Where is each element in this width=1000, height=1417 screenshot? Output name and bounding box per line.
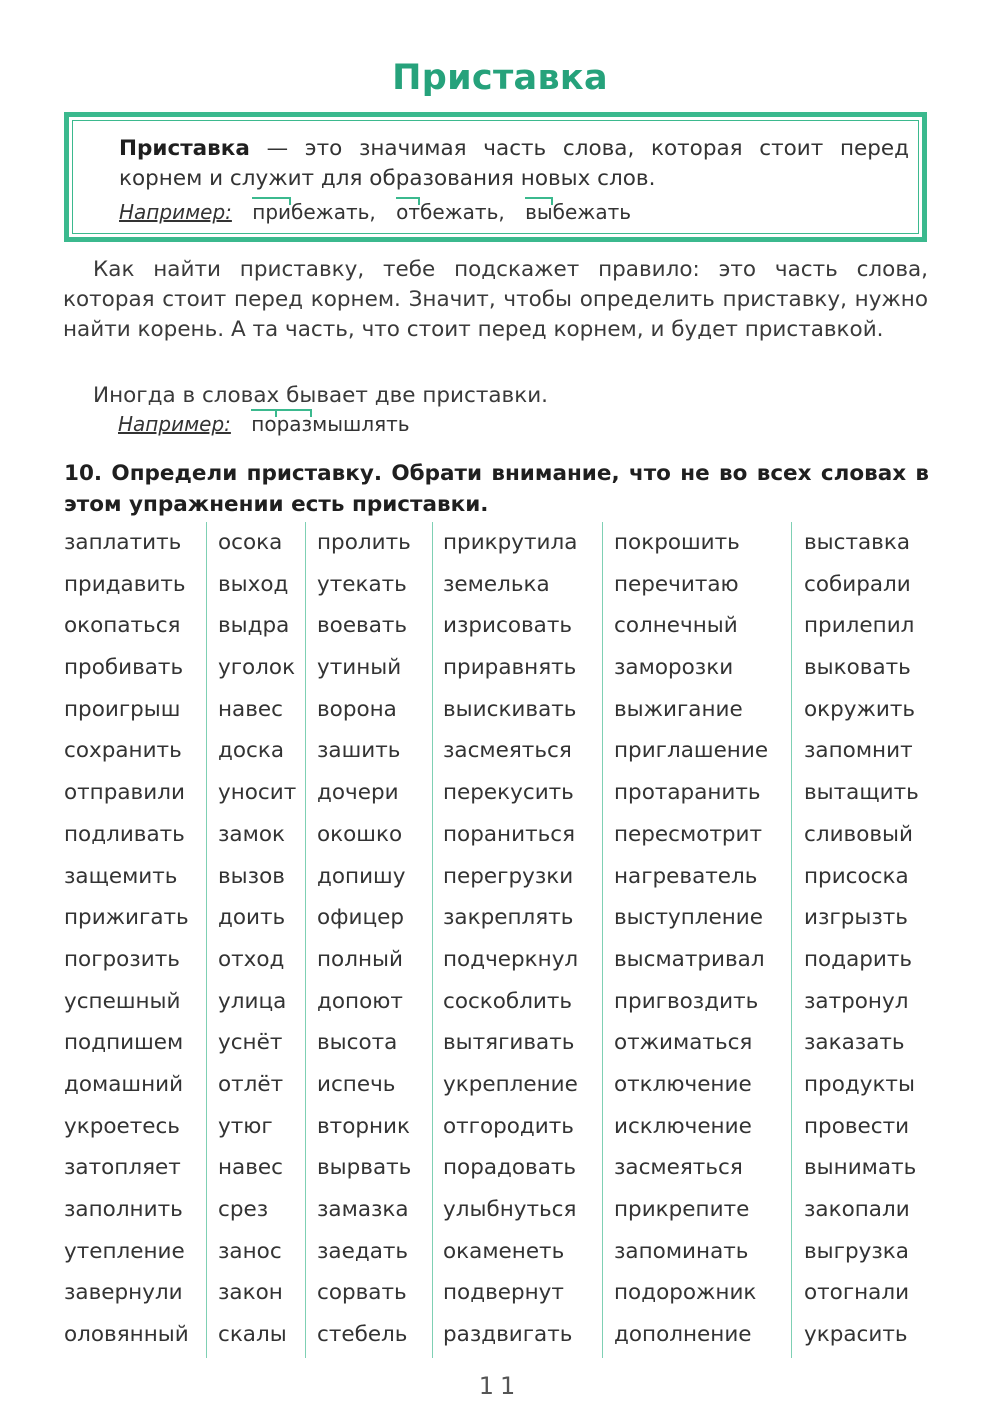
word-cell: прикрутила xyxy=(443,530,578,555)
example-word: отбежать, xyxy=(396,200,505,224)
example2-line xyxy=(118,412,410,436)
word-cell: закон xyxy=(218,1280,283,1306)
column-divider xyxy=(432,522,433,1358)
word-cell: пораниться xyxy=(443,821,576,847)
example-label: Например: xyxy=(119,200,232,224)
word-cell: утиный xyxy=(317,655,402,681)
word-cell: утепление xyxy=(64,1238,185,1264)
word-cell: заедать xyxy=(317,1238,409,1264)
word-cell: окошко xyxy=(317,821,403,847)
word-cell: высота xyxy=(317,1030,398,1056)
word-cell: изрисовать xyxy=(443,613,573,639)
word-cell: пролить xyxy=(317,530,411,555)
two-prefixes-note: Иногда в словах бывает две приставки. xyxy=(93,383,549,408)
word-cell: прикрепите xyxy=(614,1197,750,1222)
word-cell: запоминать xyxy=(614,1238,749,1264)
word-cell: ворона xyxy=(317,696,397,722)
word-cell: погрозить xyxy=(64,946,180,972)
word-cell: засмеяться xyxy=(614,1155,743,1181)
word-cell: навес xyxy=(218,1155,283,1181)
word-cell: подчеркнул xyxy=(443,946,579,972)
rule-example-line xyxy=(119,200,645,224)
word-cell: украсить xyxy=(804,1322,908,1348)
prefix-mark: по xyxy=(251,412,277,436)
word-cell: сохранить xyxy=(64,738,182,764)
word-cell: занос xyxy=(218,1238,282,1264)
word-cell: дополнение xyxy=(614,1322,752,1348)
word-cell: навес xyxy=(218,696,283,722)
word-cell: закреплять xyxy=(443,905,574,931)
word-cell: нагреватель xyxy=(614,863,758,889)
word-cell: подпишем xyxy=(64,1030,184,1056)
word-cell: выискивать xyxy=(443,696,577,722)
word-cell: порадовать xyxy=(443,1155,577,1181)
word-cell: доска xyxy=(218,738,285,764)
word-cell: пересмотрит xyxy=(614,821,763,847)
word-cell: вытягивать xyxy=(443,1030,575,1056)
rule-term: Приставка xyxy=(119,136,250,161)
word-cell: придавить xyxy=(64,571,186,597)
word-cell: отлёт xyxy=(218,1071,284,1097)
word-cell: земелька xyxy=(443,571,550,597)
word-cell: вырвать xyxy=(317,1155,412,1181)
word-cell: пригвоздить xyxy=(614,988,759,1014)
prefix-mark: от xyxy=(396,200,420,224)
prefix-mark: при xyxy=(252,200,292,224)
word-cell: стебель xyxy=(317,1322,408,1348)
word-cell: изгрызть xyxy=(804,905,908,931)
word-cell: уголок xyxy=(218,655,296,681)
word-cell: закопали xyxy=(804,1197,910,1222)
rule-definition xyxy=(119,134,909,194)
word-cell: доить xyxy=(218,905,286,931)
word-cell: засмеяться xyxy=(443,738,572,764)
word-cell: допоют xyxy=(317,988,403,1014)
word-cell: приглашение xyxy=(614,738,769,764)
word-cell: вызов xyxy=(218,863,285,889)
word-cell: утюг xyxy=(218,1113,273,1139)
word-column-5 xyxy=(614,522,768,1358)
word-cell: сорвать xyxy=(317,1280,407,1306)
word-cell: продукты xyxy=(804,1071,915,1097)
word-cell: заплатить xyxy=(64,530,182,555)
word-cell: скалы xyxy=(218,1322,287,1348)
word-cell: затронул xyxy=(804,988,909,1014)
word-cell: уснёт xyxy=(218,1030,283,1056)
word-cell: подливать xyxy=(64,821,185,847)
word-cell: выдра xyxy=(218,613,290,639)
word-cell: офицер xyxy=(317,905,405,931)
word-cell: улица xyxy=(218,988,287,1014)
word-cell: провести xyxy=(804,1113,910,1139)
word-cell: выступление xyxy=(614,905,763,931)
word-cell: прижигать xyxy=(64,905,189,931)
word-cell: отход xyxy=(218,946,285,972)
word-cell: прилепил xyxy=(804,613,915,639)
word-cell: допишу xyxy=(317,863,406,889)
word-cell: выгрузка xyxy=(804,1238,909,1264)
word-cell: окружить xyxy=(804,696,916,722)
word-cell: оловянный xyxy=(64,1322,189,1348)
word-cell: отогнали xyxy=(804,1280,910,1306)
example-word: прибежать, xyxy=(252,200,376,224)
word-cell: выставка xyxy=(804,530,910,555)
word-cell: сливовый xyxy=(804,821,913,847)
word-cell: заполнить xyxy=(64,1197,183,1222)
word-cell: защемить xyxy=(64,863,178,889)
word-cell: покрошить xyxy=(614,530,740,555)
word-cell: запомнит xyxy=(804,738,913,764)
rule-box xyxy=(64,112,927,242)
word-cell: дочери xyxy=(317,780,399,806)
word-cell: подорожник xyxy=(614,1280,757,1306)
page-title: Приставка xyxy=(392,58,608,98)
word-cell: окопаться xyxy=(64,613,181,639)
explanation-paragraph: Как найти приставку, тебе подскажет правило: это часть слова, которая стоит перед корнем. Значит, чтобы определить приставку, нужно найти корень. А та часть, что стоит перед корнем, и будет приставкой. xyxy=(63,257,928,342)
word-cell: замок xyxy=(218,821,285,847)
word-column-2 xyxy=(218,522,296,1358)
word-cell: выход xyxy=(218,571,289,597)
word-cell: протаранить xyxy=(614,780,761,806)
word-cell: улыбнуться xyxy=(443,1197,577,1222)
word-cell: собирали xyxy=(804,571,911,597)
word-cell: подарить xyxy=(804,946,913,972)
word-cell: вытащить xyxy=(804,780,919,806)
word-cell: отжиматься xyxy=(614,1030,753,1056)
word-grid xyxy=(64,522,936,1358)
word-cell: заказать xyxy=(804,1030,905,1056)
word-cell: заморозки xyxy=(614,655,734,681)
word-cell: осока xyxy=(218,530,283,555)
word-cell: укрепление xyxy=(443,1071,578,1097)
word-cell: уносит xyxy=(218,780,297,806)
word-cell: отправили xyxy=(64,780,185,806)
word-column-3 xyxy=(317,522,411,1358)
word-cell: полный xyxy=(317,946,403,972)
word-cell: завернули xyxy=(64,1280,183,1306)
word-cell: срез xyxy=(218,1197,269,1222)
word-cell: соскоблить xyxy=(443,988,573,1014)
word-cell: вынимать xyxy=(804,1155,917,1181)
column-divider xyxy=(791,522,792,1358)
word-cell: вторник xyxy=(317,1113,411,1139)
word-cell: приравнять xyxy=(443,655,577,681)
word-cell: присоска xyxy=(804,863,909,889)
word-cell: перечитаю xyxy=(614,571,739,597)
column-divider xyxy=(305,522,306,1358)
example-label: Например: xyxy=(118,412,231,436)
word-cell: солнечный xyxy=(614,613,738,639)
prefix-mark: раз xyxy=(276,412,313,436)
column-divider xyxy=(602,522,603,1358)
word-cell: перегрузки xyxy=(443,863,574,889)
page-number: 11 xyxy=(478,1372,522,1400)
word-cell: выжигание xyxy=(614,696,743,722)
word-cell: воевать xyxy=(317,613,408,639)
word-cell: высматривал xyxy=(614,946,765,972)
word-column-6 xyxy=(804,522,919,1358)
word-cell: отключение xyxy=(614,1071,752,1097)
word-cell: домашний xyxy=(64,1071,184,1097)
word-cell: отгородить xyxy=(443,1113,574,1139)
word-cell: укроетесь xyxy=(64,1113,180,1139)
example-word: выбежать xyxy=(525,200,632,224)
column-divider xyxy=(206,522,207,1358)
word-cell: замазка xyxy=(317,1197,409,1222)
word-cell: проигрыш xyxy=(64,696,181,722)
word-cell: подвернут xyxy=(443,1280,564,1306)
word-cell: зашить xyxy=(317,738,401,764)
word-cell: окаменеть xyxy=(443,1238,565,1264)
word-cell: пробивать xyxy=(64,655,184,681)
task-number: 10. xyxy=(64,461,103,486)
word-cell: выковать xyxy=(804,655,911,681)
example-word: поразмышлять xyxy=(251,412,410,436)
prefix-mark: вы xyxy=(525,200,553,224)
word-cell: затопляет xyxy=(64,1155,181,1181)
word-cell: успешный xyxy=(64,988,181,1014)
word-column-4 xyxy=(443,522,578,1358)
word-cell: испечь xyxy=(317,1071,396,1097)
rule-definition-text: — это значимая часть слова, которая стоит перед корнем и служит для образования новых слов. xyxy=(119,136,909,191)
word-cell: перекусить xyxy=(443,780,574,806)
word-cell: раздвигать xyxy=(443,1322,573,1348)
word-column-1 xyxy=(64,522,189,1358)
task-heading xyxy=(64,458,929,520)
word-cell: утекать xyxy=(317,571,407,597)
task-text: Определи приставку. Обрати внимание, что не во всех словах в этом упражнении есть приставки. xyxy=(64,461,929,517)
word-cell: исключение xyxy=(614,1113,752,1139)
